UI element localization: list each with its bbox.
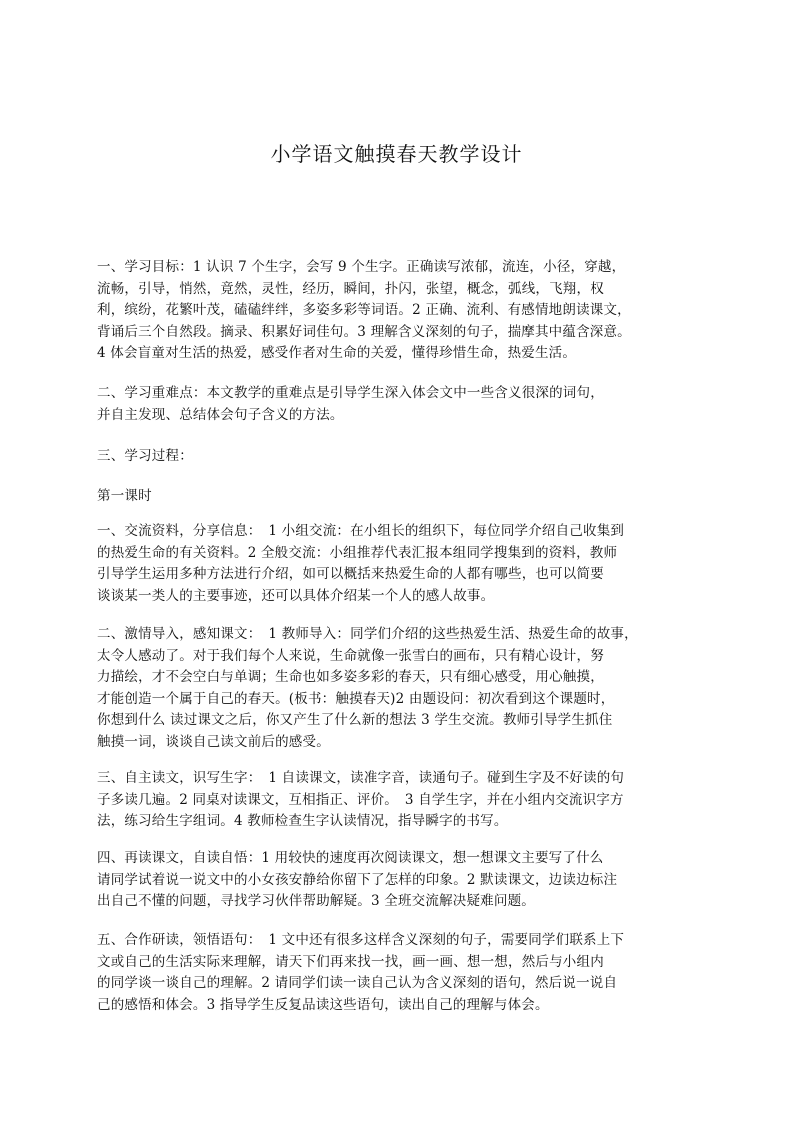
- text-line: 谈谈某一类人的主要事迹，还可以具体介绍某一个人的感人故事。: [97, 587, 495, 604]
- text-line: 4 体会盲童对生活的热爱，感受作者对生命的关爱，懂得珍惜生命，热爱生活。: [97, 345, 577, 361]
- text-line: 五、合作研读，领悟语句： 1 文中还有很多这样含义深刻的句子，需要同学们联系上下: [97, 932, 625, 948]
- document-title: 小学语文触摸春天教学设计: [270, 142, 523, 166]
- section-step-3: [97, 768, 697, 833]
- text-line: 二、学习重难点：本文教学的重难点是引导学生深入体会文中一些含义很深的词句，: [97, 385, 604, 401]
- text-line: 第一课时: [97, 488, 152, 504]
- text-line: 太令人感动了。对于我们每个人来说，生命就像一张雪白的画布，只有精心设计，努: [97, 647, 604, 664]
- text-line: 出自己不懂的问题，寻找学习伙伴帮助解疑。3 全班交流解决疑难问题。: [97, 893, 535, 909]
- text-line: 己的感悟和体会。3 指导学生反复品读这些语句，读出自己的理解与体会。: [97, 996, 549, 1013]
- section-learning-goals: [97, 257, 697, 365]
- section-step-1: [97, 521, 697, 607]
- text-line: 力描绘，才不会空白与单调；生命也如多姿多彩的春天，只有细心感受，用心触摸，: [97, 669, 604, 685]
- section-key-points: [97, 383, 697, 426]
- text-line: 你想到什么 读过课文之后，你又产生了什么新的想法 3 学生交流。教师引导学生抓住: [97, 712, 613, 728]
- text-line: 一、交流资料，分享信息： 1 小组交流：在小组长的组织下，每位同学介绍自己收集到: [97, 523, 625, 539]
- text-line: 二、激情导入，感知课文： 1 教师导入：同学们介绍的这些热爱生活、热爱生命的故事，: [97, 626, 638, 642]
- text-line: 三、自主读文，识写生字： 1 自读课文，读准字音，读通句子。碰到生字及不好读的句: [97, 770, 625, 786]
- section-lesson-one: [97, 486, 697, 508]
- text-line: 文或自己的生活实际来理解，请天下们再来找一找，画一画、想一想，然后与小组内: [97, 953, 604, 970]
- text-line: 一、学习目标：1 认识 7 个生字，会写 9 个生字。正确读写浓郁，流连，小径，穿越，: [97, 259, 626, 275]
- section-step-5: [97, 930, 697, 1016]
- text-line: 四、再读课文，自读自悟：1 用较快的速度再次阅读课文，想一想课文主要写了什么: [97, 850, 604, 866]
- text-line: 的同学谈一谈自己的理解。2 请同学们读一读自己认为含义深刻的语句，然后说一说自: [97, 975, 618, 991]
- text-line: 的热爱生命的有关资料。2 全般交流：小组推荐代表汇报本组同学搜集到的资料，教师: [97, 544, 618, 561]
- text-line: 背诵后三个自然段。摘录、积累好词佳句。3 理解含义深刻的句子，揣摩其中蕴含深意。: [97, 323, 631, 340]
- text-line: 引导学生运用多种方法进行介绍，如可以概括来热爱生命的人都有哪些，也可以简要: [97, 566, 604, 582]
- text-line: 子多读几遍。2 同桌对读课文，互相指正、评价。 3 自学生字，并在小组内交流识字方: [97, 791, 624, 808]
- text-line: 三、学习过程：: [97, 448, 193, 464]
- section-learning-process: [97, 446, 697, 468]
- text-line: 利，缤纷，花繁叶茂，磕磕绊绊，多姿多彩等词语。2 正确、流利、有感情地朗读课文，: [97, 302, 631, 318]
- text-line: 请同学试着说一说文中的小女孩安静给你留下了怎样的印象。2 默读课文，边读边标注: [97, 871, 618, 888]
- text-line: 触摸一词，谈谈自己读文前后的感受。: [97, 733, 330, 750]
- section-step-4: [97, 848, 697, 913]
- text-line: 法，练习给生字组词。4 教师检查生字认读情况，指导瞬字的书写。: [97, 813, 508, 829]
- section-step-2: [97, 624, 697, 753]
- text-line: 才能创造一个属于自己的春天。(板书：触摸春天)2 由题设问：初次看到这个课题时，: [97, 690, 615, 707]
- text-line: 流畅，引导，悄然，竟然，灵性，经历，瞬间，扑闪，张望，概念，弧线，飞翔，权: [97, 280, 604, 297]
- text-line: 并自主发现、总结体会句子含义的方法。: [97, 406, 344, 423]
